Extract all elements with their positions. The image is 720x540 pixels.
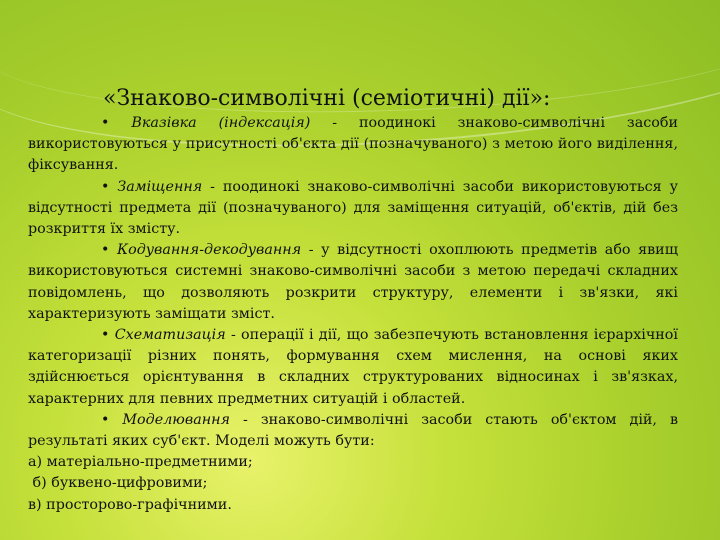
bullet-item xyxy=(28,240,678,325)
bullet-term: Схематизація xyxy=(114,327,226,344)
bullet-mark: • xyxy=(101,115,110,131)
sub-item: б) буквено-цифровими; xyxy=(28,475,208,492)
bullet-item xyxy=(28,325,678,410)
bullet-mark: • xyxy=(101,242,110,259)
bullet-mark: • xyxy=(101,411,110,428)
bullet-text: - у відсутності охоплюють предметів або явищ використовуються системні знаково-символічні засоби з метою передачі складних повідомлень, що дозволяють розкрити структуру, елементи і зв'язки, які характеризують заміщати зміст. xyxy=(28,242,678,322)
bullet-term: Заміщення xyxy=(117,178,203,195)
bullet-text: - поодинокі знаково-символічні засоби використовуються у відсутності предмета дії (позначуваного) для заміщення ситуацій, об'єктів, дій без розкриття їх змісту. xyxy=(28,178,678,238)
bullet-item xyxy=(28,113,678,177)
bullet-item xyxy=(28,410,678,452)
bullet-item xyxy=(28,177,678,241)
sub-item: а) матеріально-предметними; xyxy=(28,454,253,471)
bullet-text: - поодинокі знаково-символічні засоби використовуються у присутності об'єкта дії (позначуваного) з метою його виділення, фіксування. xyxy=(28,115,678,174)
bullet-mark: • xyxy=(101,178,110,195)
slide-content xyxy=(28,113,678,516)
bullet-term: Моделювання xyxy=(122,411,231,428)
bullet-mark: • xyxy=(101,327,110,344)
sub-item: в) просторово-графічними. xyxy=(28,496,232,513)
slide-title: «Знаково-символічні (семіотичні) дії»: xyxy=(103,86,551,111)
bullet-term: Кодування-декодування xyxy=(117,242,302,259)
bullet-text: - операції і дії, що забезпечують встановлення ієрархічної категоризації різних понять, формування схем мислення, на основі яких здійснюється орієнтування в складних структурованих відносинах і зв'язках, характерних для певних предметних ситуацій і областей. xyxy=(28,327,678,407)
bullet-text: - знаково-символічні засоби стають об'єктом дій, в результаті яких суб'єкт. Моделі можуть бути: xyxy=(28,411,679,450)
bullet-term: Вказівка (індексація) xyxy=(131,115,311,131)
